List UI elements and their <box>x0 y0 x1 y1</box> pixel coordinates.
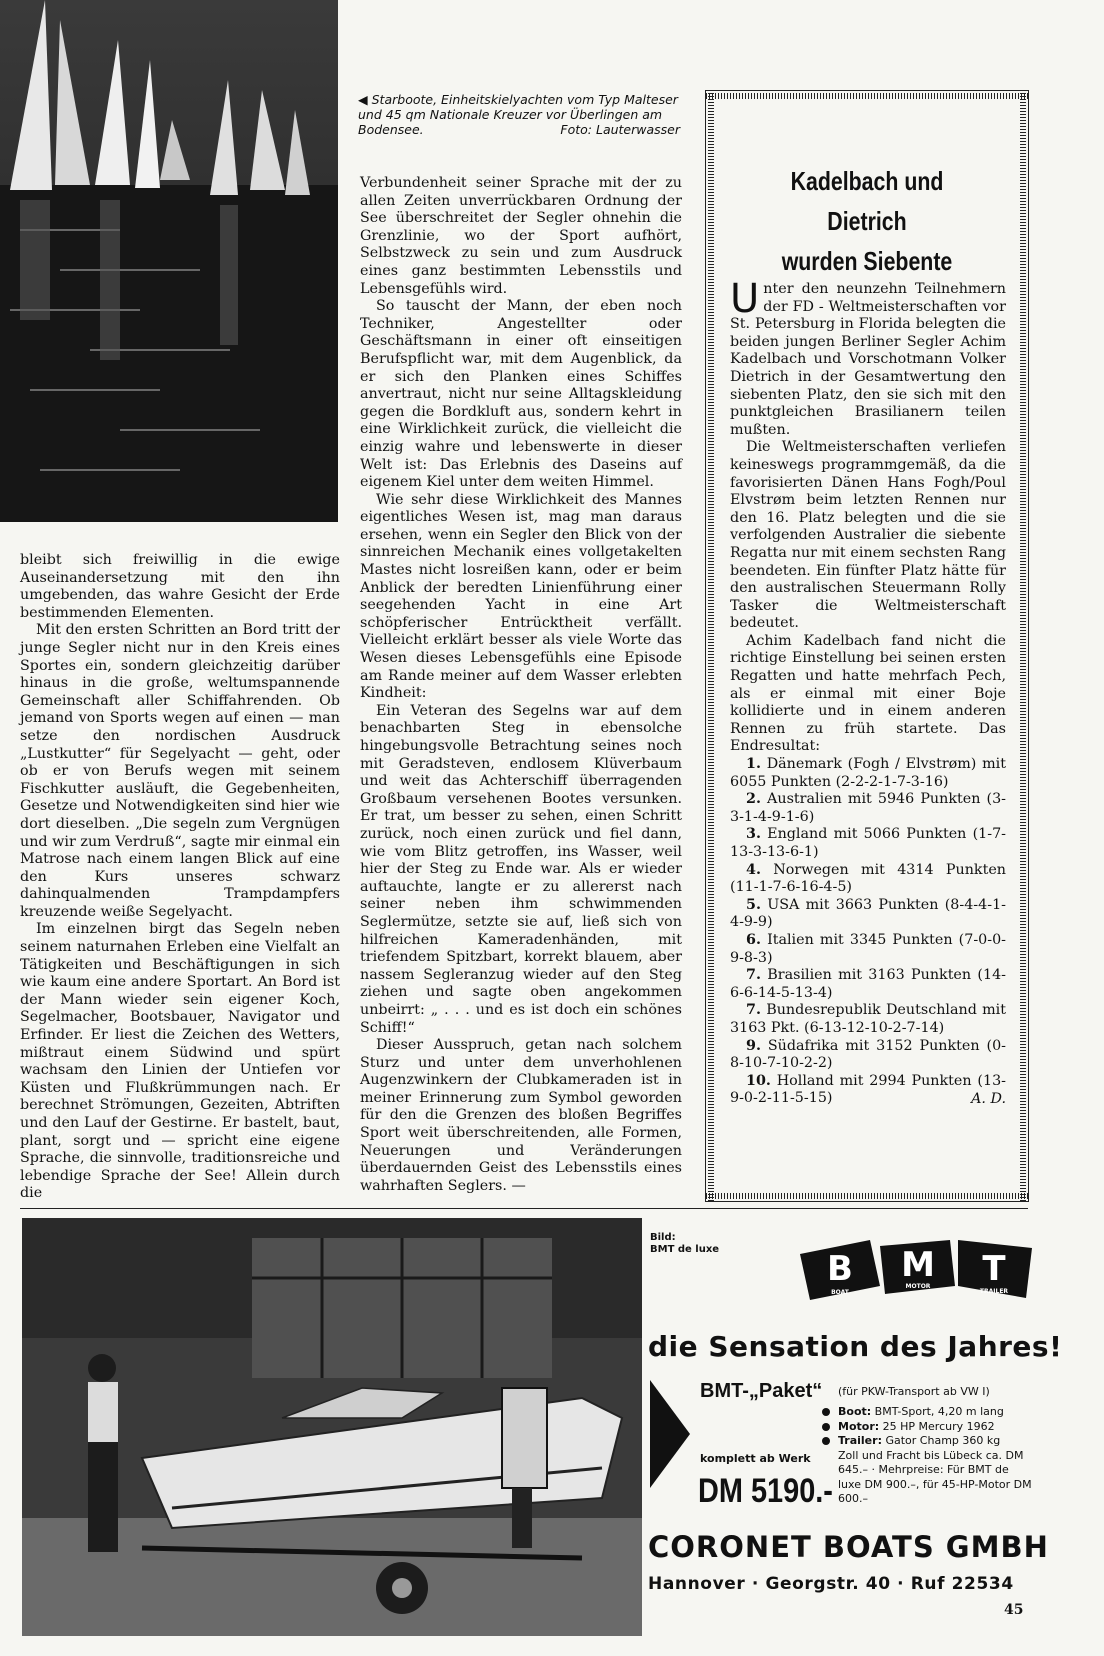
paragraph: Ein Veteran des Segelns war auf dem benachbarten Steg in ebensolche hingebungsvolle Betrachtung seines noch mit Geradsteven, endlosem Klüverbaum und weit das Achterschiff überragenden Großbaum versehenen Bootes versunken. Er trat, um besser zu sehen, einen Schritt zurück, noch einen zurück und fiel dann, wie vom Blitz getroffen, ins Wasser, weil hier der Steg zu Ende war. Als er wieder auftauchte, langte er zu allererst nach seiner neben ihm schwimmenden Seglermütze, setzte sie auf, ließ sich von hilfreichen Kameradenhänden, mit triefendem Spitzbart, korrekt blauem, aber nassem Segleranzug wieder auf den Steg ziehen und sagte oben angekommen unbeirrt: „ . . . und es ist doch ein schönes Schiff!“ <box>360 702 682 1036</box>
result-item <box>730 897 1006 932</box>
result-rank: 9. <box>746 1037 761 1054</box>
photo-caption <box>358 92 680 137</box>
bullet-icon <box>822 1437 830 1445</box>
paragraph: So tauscht der Mann, der eben noch Techniker, Angestellter oder Geschäftsmann in einer oft einseitigen Berufspflicht war, mit dem Augenblick, da er sich den Planken eines Schiffes anvertraut, nicht nur seine Alltagskleidung gegen die Bordkluft aus, sondern kehrt in eine Wirklichkeit zurück, die vielleicht die einzig wahre und lebenswerte in dieser Welt ist: Das Erlebnis des Daseins auf eigenem Kiel unter dem weiten Himmel. <box>360 298 682 491</box>
ad-company-address: Hannover · Georgstr. 40 · Ruf 22534 <box>648 1574 1014 1594</box>
result-item <box>730 862 1006 897</box>
ad-paket-title: BMT-„Paket“ <box>700 1380 823 1402</box>
sailing-photo <box>0 0 338 522</box>
sidebar-body <box>730 276 1007 1109</box>
paragraph <box>730 276 1006 439</box>
spec-item <box>822 1434 1032 1449</box>
bmt-logo <box>800 1240 1035 1300</box>
result-item <box>730 756 1006 791</box>
spec-value: Gator Champ 360 kg <box>885 1434 1001 1447</box>
spec-value: BMT-Sport, 4,20 m lang <box>874 1405 1004 1418</box>
result-text: Italien mit 3345 Punkten (7-0-0-9-8-3) <box>730 931 1007 966</box>
result-rank: 4. <box>746 861 761 878</box>
result-rank: 6. <box>746 931 761 948</box>
result-text: Norwegen mit 4314 Punkten (11-1-7-6-16-4-5) <box>730 861 1006 896</box>
page-divider <box>20 1208 1028 1209</box>
ad-photo-label <box>650 1232 719 1256</box>
photo-credit: Foto: Lauterwasser <box>560 122 680 137</box>
result-text: Holland mit 2994 Punkten (13-9-0-2-11-5-15) <box>730 1072 1006 1107</box>
result-rank: 3. <box>746 826 761 843</box>
author-signature: A. D. <box>971 1090 1006 1107</box>
result-rank: 7. <box>746 967 761 984</box>
paragraph: Mit den ersten Schritten an Bord tritt der junge Segler nicht nur in den Kreis eines Sportes ein, sondern gleichzeitig darüber hinaus in die große, weltumspannende Gemeinschaft aller Schiffahrenden. Ob jemand von Sports wegen auf einen — man setze den nordischen Ausdruck „Lustkutter“ für Segelyacht — geht, oder ob er von Berufs wegen mit seinem Fischkutter ausläuft, die Gegebenheiten, Gesetze und Notwendigkeiten sind hier wie dort dieselben. „Die segeln zum Vergnügen und wir zum Verdruß“, sagte mir einmal ein Matrose nach einem langen Blick auf eine den Kurs unseres schwarz dahinqualmenden Trampdampfers kreuzende weiße Segelyacht. <box>20 622 340 920</box>
result-text: Südafrika mit 3152 Punkten (0-8-10-7-10-2-2) <box>730 1037 1007 1072</box>
logo-letter-m: M <box>901 1245 935 1285</box>
box-border-right <box>1020 91 1026 1201</box>
result-rank: 10. <box>746 1072 771 1089</box>
bullet-icon <box>822 1408 830 1416</box>
sidebar-title-line1: Kadelbach und Dietrich <box>790 166 944 236</box>
bmt-logo-graphic <box>800 1240 1035 1300</box>
spec-label: Trailer: <box>838 1434 882 1447</box>
results-list <box>730 756 1006 1108</box>
article-column-2 <box>360 175 682 1195</box>
result-rank: 2. <box>746 791 761 808</box>
caption-text: Starboote, Einheitskielyachten vom Typ Malteser und 45 qm Nationale Kreuzer vor Überlingen am Bodensee. <box>358 92 678 137</box>
logo-word-trailer: TRAILER <box>979 1288 1009 1295</box>
paragraph: Die Weltmeisterschaften verliefen keineswegs programmgemäß, da die favorisierten Dänen Hans Fogh/Poul Elvstrøm beim letzten Rennen nur den 16. Platz belegten und die sie verfolgenden Australier die siebente Regatta nur mit einem sechsten Rang beendeten. Ein fünfter Platz hätte für den australischen Steuermann Rolly Tasker die Weltmeisterschaft bedeutet. <box>730 439 1006 632</box>
article-column-1 <box>20 552 340 1203</box>
result-item <box>730 932 1006 967</box>
ad-boat-photo <box>22 1218 642 1636</box>
boat-trailer-illustration <box>22 1218 642 1636</box>
result-item <box>730 1038 1006 1073</box>
result-rank: 7. <box>746 1002 761 1019</box>
spec-label: Motor: <box>838 1419 880 1433</box>
paragraph: bleibt sich freiwillig in die ewige Auseinandersetzung mit den ihn umgebenden, das wahre Gesicht der Erde bestimmenden Elementen. <box>20 552 340 621</box>
ad-specs-list <box>822 1405 1032 1507</box>
result-text: Bundesrepublik Deutschland mit 3163 Pkt. (6-13-12-10-2-7-14) <box>730 1002 1007 1036</box>
sidebar-title-line2: wurden Siebente <box>781 246 953 276</box>
box-border-left <box>708 91 714 1201</box>
spec-value: 25 HP Mercury 1962 <box>882 1419 995 1433</box>
result-rank: 5. <box>746 896 761 913</box>
bullet-icon <box>822 1423 830 1431</box>
drop-cap: U <box>730 276 760 322</box>
bild-name: BMT de luxe <box>650 1244 720 1255</box>
result-item <box>730 1002 1006 1037</box>
result-item <box>730 826 1006 861</box>
ad-headline: die Sensation des Jahres! <box>648 1330 1063 1363</box>
result-text: USA mit 3663 Punkten (8-4-4-1-4-9-9) <box>730 896 1006 931</box>
result-item <box>730 967 1006 1002</box>
spec-label: Boot: <box>838 1405 872 1418</box>
sailboats-illustration <box>0 0 338 522</box>
paragraph: Im einzelnen birgt das Segeln neben seinem naturnahen Erleben eine Vielfalt an Tätigkeiten und Beschäftigungen in sich wie kaum eine andere Sportart. An Bord ist der Mann wieder sein eigener Koch, Segelmacher, Bootsbauer, Navigator und Erfinder. Er liest die Zeichen des Wetters, mißtraut einem Südwind und spürt wachsam den Linien der Untiefen vor Küsten und Flußkrümmungen nach. Er berechnet Strömungen, Gezeiten, Abtriften und den Lauf der Gestirne. Er bastelt, baut, plant, sorgt und — spricht eine eigene Sprache, die sinnvolle, traditionsreiche und lebendige Sprache der See! Allein durch die <box>20 921 340 1202</box>
logo-letter-b: B <box>827 1249 853 1289</box>
paragraph: Wie sehr diese Wirklichkeit des Mannes eigentliches Wesen ist, mag man daraus ersehen, wenn ein Segler den Blick von der sinnreichen Mechanik eines vollgetakelten Mastes nicht losreißen kann, oder er beim Anblick der beredten Linienführung einer seegehenden Yacht in eine Art schöpferischer Entrücktheit verfällt. Vielleicht erklärt besser als viele Worte das Wesen dieses Lebensgefühls eine Episode am Rande meiner auf dem Wasser erlebten Kindheit: <box>360 491 682 702</box>
logo-word-boat: BOAT <box>831 1289 849 1296</box>
paragraph: Verbundenheit seiner Sprache mit der zu allen Zeiten unverrückbaren Ordnung der See überschreitet der Segler ohnehin die Grenzlinie, wo der Sport aufhört, Selbstzweck zu sein und zum Ausdruck eines ganz bestimmten Lebensstils und Lebensgefühls wird. <box>360 175 682 297</box>
logo-word-motor: MOTOR <box>905 1283 931 1290</box>
result-item <box>730 791 1006 826</box>
ad-company-name: CORONET BOATS GMBH <box>648 1530 1049 1564</box>
result-text: England mit 5066 Punkten (1-7-13-3-13-6-1) <box>730 826 1006 860</box>
page-number: 45 <box>1004 1602 1024 1618</box>
result-text: Brasilien mit 3163 Punkten (14-6-6-14-5-13-4) <box>730 967 1007 1001</box>
ad-price: DM 5190.- <box>698 1472 833 1510</box>
box-border-top <box>706 93 1028 99</box>
ad-paket-note: (für PKW-Transport ab VW I) <box>838 1385 990 1398</box>
result-text: Dänemark (Fogh / Elvstrøm) mit 6055 Punkten (2-2-2-1-7-3-16) <box>730 756 1007 790</box>
box-border-bottom <box>706 1193 1028 1199</box>
result-rank: 1. <box>746 756 761 773</box>
results-sidebar-box <box>705 90 1029 1202</box>
caption-arrow-icon: ◀ <box>358 92 368 107</box>
paragraph-text: nter den neunzehn Teilnehmern der FD - Weltmeisterschaften vor St. Petersburg in Florida belegten die beiden jungen Berliner Segler Achim Kadelbach und Vorschotmann Volker Dietrich in der Gesamtwertung den siebenten Platz, den sie sich mit den punktgleichen Brasilianern teilen mußten. <box>730 281 1006 438</box>
ad-komplett-label: komplett ab Werk <box>700 1452 811 1465</box>
ad-extra-note: Zoll und Fracht bis Lübeck ca. DM 645.– · Mehrpreise: Für BMT de luxe DM 900.–, für 45-HP-Motor DM 600.– <box>838 1448 1032 1505</box>
logo-letter-t: T <box>982 1249 1006 1289</box>
spec-item <box>822 1420 1032 1435</box>
result-text: Australien mit 5946 Punkten (3-3-1-4-9-1-6) <box>730 791 1007 825</box>
ad-triangle-icon <box>650 1380 690 1488</box>
bild-label: Bild: <box>650 1232 676 1243</box>
spec-item <box>822 1405 1032 1420</box>
paragraph: Achim Kadelbach fand nicht die richtige Einstellung bei seinen ersten Regatten und hatte mehrfach Pech, als er einmal mit einer Boje kollidierte und in einem anderen Rennen zu früh startete. Das Endresultat: <box>730 632 1006 755</box>
paragraph: Dieser Ausspruch, getan nach solchem Sturz und unter dem unverhohlenen Augenzwinkern der Clubkameraden ist in meiner Erinnerung zum Symbol geworden für den die Grenzen des bloßen Begriffes Sport weit überschreitenden, alle Formen, Neuerungen und Veränderungen überdauernden Geist des Lebensstils eines wahrhaften Seglers. — <box>360 1037 682 1194</box>
sidebar-title <box>751 161 982 281</box>
